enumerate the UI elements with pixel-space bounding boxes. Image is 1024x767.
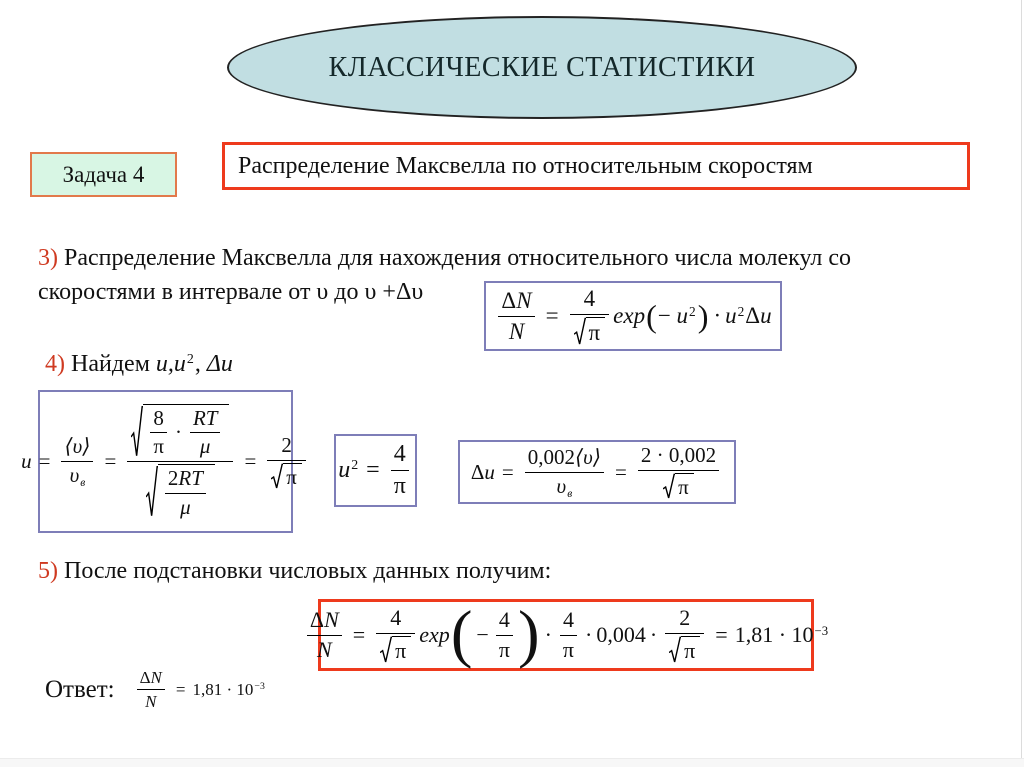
fraction-bar [376, 633, 415, 634]
fraction-bar [165, 493, 206, 494]
math-token [506, 319, 527, 345]
math-token [554, 475, 576, 499]
math-token: π [392, 636, 411, 664]
fraction [137, 668, 165, 711]
formula-du-box [458, 440, 736, 504]
formula-u [21, 404, 310, 519]
slide-title: КЛАССИЧЕСКИЕ СТАТИСТИКИ [328, 51, 756, 83]
fraction [376, 606, 415, 663]
math-token: Δ [309, 606, 325, 632]
math-token [137, 668, 165, 687]
left-paren: ( [450, 598, 473, 671]
subscript: в [80, 477, 86, 490]
math-token: , [194, 351, 201, 377]
fraction-bar [307, 635, 342, 636]
math-token: μ [180, 494, 191, 519]
math-token: π [675, 473, 694, 500]
formula-distribution [494, 286, 771, 346]
math-token: Δ [501, 287, 517, 313]
math-token: 1,81 · 10 [734, 622, 814, 647]
math-token [709, 303, 771, 329]
math-token: π [562, 636, 574, 662]
math-token [665, 636, 704, 664]
superscript: −3 [814, 623, 829, 638]
fraction-bar [267, 460, 306, 461]
math-token [310, 608, 339, 633]
math-token [659, 473, 698, 500]
formula-distribution-box [484, 281, 782, 351]
fraction-bar [190, 432, 221, 433]
task-label: Задача 4 [62, 161, 145, 187]
step5-line [38, 558, 551, 585]
right-paren: ) [697, 297, 709, 334]
math-token [192, 680, 265, 700]
equals-sign: = [244, 449, 257, 473]
fraction [525, 446, 604, 498]
fraction-bar [638, 470, 719, 471]
math-token: 0,002 [527, 444, 575, 469]
math-token: π [498, 636, 510, 662]
fraction-bar [560, 635, 577, 636]
math-token: π [681, 636, 700, 664]
fraction [150, 407, 167, 459]
math-token [267, 463, 306, 490]
minus-sign: − [657, 303, 671, 328]
math-token [528, 446, 601, 470]
math-token: 4 [390, 605, 402, 631]
math-token: 8 [153, 405, 164, 430]
subtitle-text: Распределение Максвелла по относительным скоростям [238, 152, 813, 179]
dot-operator: · [174, 420, 182, 445]
sqrt [131, 404, 229, 459]
math-token: 2 [281, 432, 292, 457]
math-token [158, 464, 215, 519]
title-ellipse [227, 16, 857, 119]
math-token: u [676, 303, 689, 328]
math-token [501, 288, 531, 314]
math-token: 2 [167, 466, 179, 490]
fraction-bar [61, 461, 93, 462]
math-token: N [150, 668, 162, 687]
step5-text: После подстановки числовых данных получим: [64, 558, 552, 584]
math-token [143, 404, 229, 459]
fraction [665, 606, 704, 663]
math-token: 2 · 0,002 [640, 443, 717, 468]
dot-operator: · [649, 622, 658, 647]
math-token [70, 464, 86, 488]
math-token: N [145, 692, 157, 712]
fraction-bar [570, 314, 610, 315]
answer-formula [133, 668, 266, 711]
fraction [638, 444, 719, 499]
formula-u-box [21, 390, 297, 533]
math-token: RT [178, 466, 203, 490]
superscript: −3 [254, 681, 265, 693]
fraction-bar [150, 432, 167, 433]
fraction-bar [665, 633, 704, 634]
sqrt [271, 463, 302, 490]
sqrt-radical-icon [380, 636, 392, 664]
math-token [658, 303, 697, 329]
step3-text2: скоростями в интервале от υ до υ +Δυ [38, 279, 424, 305]
formula-u2-box [334, 434, 417, 507]
math-token: u [21, 449, 32, 473]
math-token: 4 [393, 441, 406, 468]
fraction-bar [127, 461, 233, 462]
fraction [570, 286, 610, 346]
right-paren: ) [517, 598, 540, 671]
equals-sign: = [175, 679, 186, 699]
math-token: 0,004 [596, 622, 646, 647]
step4-label: Найдем [71, 351, 150, 377]
sqrt [663, 473, 694, 500]
sqrt-radical-icon [271, 463, 283, 490]
minus-sign: − [476, 622, 489, 647]
math-token: π [393, 473, 406, 499]
math-token: N [316, 636, 332, 662]
math-token: 4 [498, 606, 510, 632]
math-token: ⟨υ⟩ [574, 444, 602, 469]
math-token: u,u [155, 351, 186, 377]
step3-text1: Распределение Максвелла для нахождения относительного числа молекул со [64, 245, 852, 271]
slide-bottom-edge [0, 758, 1024, 767]
task-badge [30, 152, 177, 197]
math-token: u [760, 303, 772, 328]
sqrt-radical-icon [131, 404, 143, 459]
equals-sign: = [715, 622, 728, 647]
subtitle-box [222, 142, 970, 190]
superscript: 2 [737, 303, 745, 319]
math-token: u [338, 457, 351, 483]
sqrt [669, 636, 700, 664]
formula-du [471, 444, 723, 499]
math-token: 4 [562, 606, 574, 632]
math-token: ⟨υ⟩ [64, 434, 91, 459]
math-token: π [283, 463, 302, 490]
math-token: 4 [583, 286, 596, 312]
subscript: в [567, 487, 573, 500]
math-token: N [516, 287, 532, 313]
math-token: π [153, 434, 164, 459]
math-token [557, 475, 573, 499]
step3-marker: 3) [38, 245, 58, 271]
math-token: Δ [745, 303, 761, 328]
math-token [140, 668, 162, 687]
answer-label: Ответ: [45, 675, 115, 703]
fraction [391, 441, 409, 500]
fraction [267, 434, 306, 489]
step3-line1 [38, 241, 958, 275]
math-token: Δ [139, 668, 151, 687]
equals-sign: = [366, 457, 380, 483]
answer-line [45, 668, 266, 711]
superscript: 2 [689, 303, 696, 319]
step4-marker: 4) [45, 351, 65, 377]
fraction [127, 404, 233, 519]
formula-result [303, 598, 829, 671]
dot-operator: · [544, 622, 552, 647]
math-token: Δ [470, 459, 485, 484]
fraction [496, 608, 513, 662]
math-token: Δu [206, 351, 233, 377]
math-token: RT [192, 405, 218, 430]
equals-sign: = [501, 459, 514, 484]
sqrt-radical-icon [574, 317, 586, 346]
sqrt-radical-icon [146, 464, 158, 519]
sqrt-radical-icon [663, 473, 675, 500]
math-token: N [508, 318, 525, 344]
fraction [498, 288, 534, 345]
math-token: u [484, 459, 495, 484]
fraction [560, 608, 577, 662]
math-token [570, 317, 610, 346]
fraction [307, 608, 342, 662]
left-paren: ( [646, 297, 657, 334]
equals-sign: = [38, 449, 51, 473]
fraction-bar [498, 316, 534, 317]
dot-operator: · [585, 622, 593, 647]
fraction-bar [137, 689, 165, 690]
math-token [498, 288, 534, 314]
equals-sign: = [545, 303, 559, 328]
math-token: exp [613, 303, 646, 328]
fraction [61, 434, 93, 490]
fraction-bar [391, 470, 409, 471]
equals-sign: = [615, 459, 627, 484]
superscript: 2 [186, 352, 194, 368]
formula-u2 [338, 441, 413, 500]
math-token [735, 622, 829, 648]
math-token [307, 608, 342, 633]
math-token [338, 457, 359, 484]
step5-marker: 5) [38, 558, 58, 584]
math-token: υ [69, 463, 80, 487]
dot-operator: · [713, 303, 722, 328]
sqrt-radical-icon [669, 636, 681, 664]
math-token [376, 636, 415, 664]
math-token: u [725, 303, 737, 328]
formula-result-box [309, 598, 829, 671]
math-token [471, 460, 495, 485]
sqrt [380, 636, 411, 664]
math-token: μ [199, 434, 211, 459]
fraction-bar [525, 472, 604, 473]
math-token [127, 404, 233, 459]
sqrt [574, 317, 606, 346]
math-token [525, 446, 604, 470]
math-token: 2 [679, 605, 691, 631]
math-token [142, 464, 219, 519]
superscript: 2 [351, 458, 359, 474]
equals-sign: = [104, 449, 117, 473]
math-token [165, 467, 206, 491]
math-token: π [586, 317, 606, 346]
math-token: exp [419, 622, 450, 647]
fraction [190, 407, 221, 459]
fraction-bar [496, 635, 513, 636]
math-token: 1,81 · 10 [192, 679, 254, 699]
sqrt [146, 464, 215, 519]
fraction [165, 467, 206, 519]
math-token: N [324, 606, 339, 632]
step4-line [45, 351, 233, 378]
slide-right-edge [1021, 0, 1022, 767]
equals-sign: = [352, 622, 366, 647]
math-token [67, 464, 89, 488]
math-token: υ [556, 473, 567, 498]
